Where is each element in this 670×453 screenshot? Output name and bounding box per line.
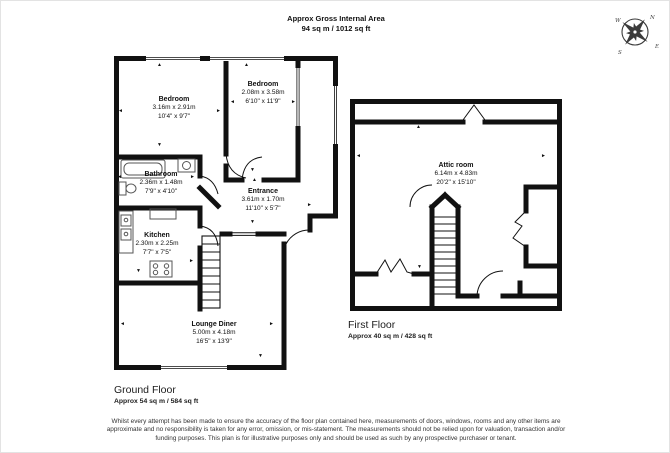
room-name: Kitchen [144, 232, 170, 239]
compass-label-w: W [615, 18, 621, 24]
dim-arrow-left-icon: ◄ [117, 174, 122, 180]
room-label-bedroom-2 [242, 80, 285, 106]
dim-arrow-right-icon: ► [307, 202, 312, 208]
first-floor-caption [348, 319, 432, 341]
dim-arrow-up-icon: ▲ [252, 177, 257, 183]
compass-label-n: N [650, 15, 655, 21]
door-arc-icon [477, 271, 503, 296]
room-imperial: 16'5" x 13'9" [196, 337, 232, 345]
page-header [1, 14, 670, 34]
door-arc-icon [410, 185, 432, 207]
staircase-icon [202, 236, 220, 308]
compass-label-e: E [655, 44, 660, 50]
dim-arrow-right-icon: ► [291, 99, 296, 105]
disclaimer-text: Whilst every attempt has been made to ensure the accuracy of the floor plan contained here, measurements of doors, windows, rooms and any other items are approximate and no responsibility is taken for any error, omission, or mis-statement. The measurements should not be relied upon for valuation, transaction and/or funding purposes. This plan is for illustrative purposes only and should be used as such by any prospective purchaser or tenant. [106, 418, 566, 442]
dim-arrow-up-icon: ▲ [257, 232, 262, 238]
staircase-icon [435, 217, 456, 294]
first-floor-plan [350, 99, 562, 311]
page-subtitle: 94 sq m / 1012 sq ft [301, 24, 371, 33]
room-label-attic-room [435, 161, 478, 187]
room-name: Bedroom [158, 96, 190, 103]
compass-icon [608, 7, 664, 63]
dim-arrow-up-icon: ▲ [157, 62, 162, 68]
room-metric: 3.16m x 2.91m [152, 104, 196, 111]
room-name: Lounge Diner [191, 321, 237, 328]
room-label-bedroom-1 [153, 95, 196, 121]
dim-arrow-right-icon: ► [190, 174, 195, 180]
floor-name: Ground Floor [114, 384, 176, 396]
room-label-kitchen [136, 231, 179, 257]
dim-arrow-right-icon: ► [541, 153, 546, 159]
dim-arrow-down-icon: ▼ [157, 142, 162, 148]
dim-arrow-up-icon: ▲ [416, 124, 421, 130]
compass-label-s: S [618, 50, 622, 56]
dim-arrow-left-icon: ◄ [356, 153, 361, 159]
room-name: Bathroom [144, 171, 178, 178]
dim-arrow-down-icon: ▼ [417, 264, 422, 270]
ground-floor-caption [114, 384, 198, 406]
dim-arrow-left-icon: ◄ [120, 321, 125, 327]
dim-arrow-down-icon: ▼ [250, 167, 255, 173]
room-imperial: 20'2" x 15'10" [436, 178, 476, 186]
eaves-break-icon [376, 259, 414, 274]
room-name: Entrance [248, 188, 278, 195]
floor-name: First Floor [348, 319, 396, 331]
dim-arrow-left-icon: ◄ [230, 99, 235, 105]
room-metric: 5.00m x 4.18m [192, 329, 236, 336]
room-metric: 6.14m x 4.83m [434, 170, 478, 177]
room-metric: 2.08m x 3.58m [241, 89, 285, 96]
dim-arrow-down-icon: ▼ [258, 353, 263, 359]
dim-arrow-right-icon: ► [216, 108, 221, 114]
floor-area: Approx 40 sq m / 428 sq ft [348, 333, 433, 340]
floor-area: Approx 54 sq m / 584 sq ft [114, 398, 199, 405]
dim-arrow-right-icon: ► [189, 258, 194, 264]
room-imperial: 10'4" x 9'7" [157, 112, 191, 120]
dim-arrow-down-icon: ▼ [250, 219, 255, 225]
room-label-entrance [242, 187, 285, 213]
room-metric: 2.30m x 2.25m [135, 240, 179, 247]
room-metric: 3.61m x 1.70m [241, 196, 285, 203]
dim-arrow-up-icon: ▲ [244, 62, 249, 68]
dim-arrow-right-icon: ► [269, 321, 274, 327]
room-label-lounge-diner [191, 320, 236, 346]
room-imperial: 7'7" x 7'5" [142, 248, 172, 256]
room-name: Bedroom [247, 81, 279, 88]
room-metric: 2.36m x 1.48m [139, 179, 183, 186]
roof-notch-icon [463, 105, 485, 120]
room-name: Attic room [438, 162, 474, 169]
eaves-break-icon [513, 211, 526, 247]
dim-arrow-down-icon: ▼ [136, 268, 141, 274]
room-label-bathroom [140, 170, 183, 196]
page-title: Approx Gross Internal Area [287, 14, 385, 23]
room-imperial: 7'9" x 4'10" [144, 187, 178, 195]
room-imperial: 11'10" x 5'7" [245, 204, 281, 212]
dim-arrow-left-icon: ◄ [118, 108, 123, 114]
room-imperial: 6'10" x 11'9" [245, 97, 281, 105]
